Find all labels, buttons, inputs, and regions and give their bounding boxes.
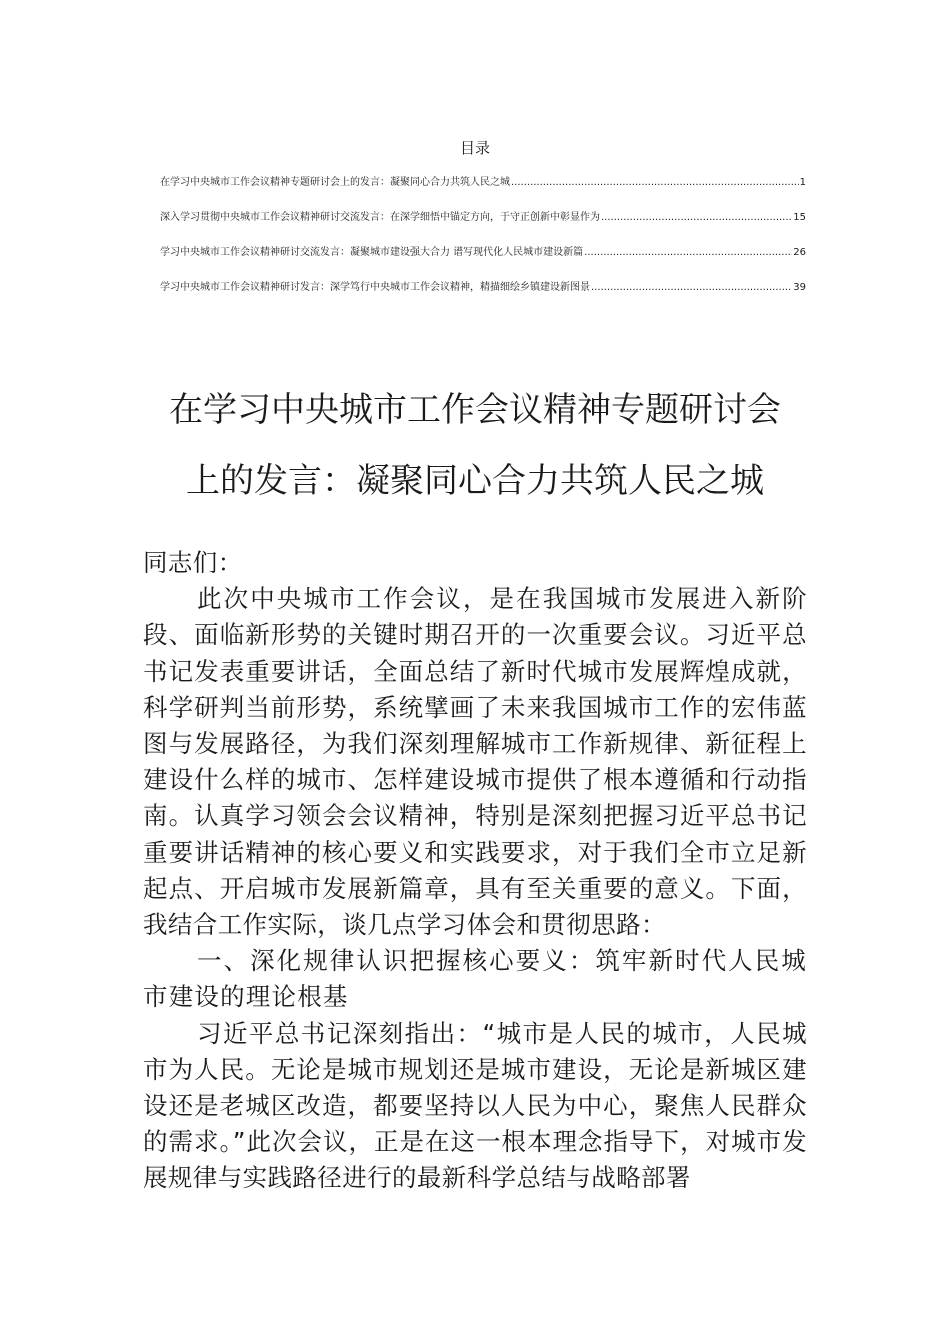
section-heading: 一、深化规律认识把握核心要义：筑牢新时代人民城市建设的理论根基 xyxy=(143,946,807,1012)
toc-entry[interactable] xyxy=(160,174,806,192)
toc-entry-text: 深入学习贯彻中央城市工作会议精神研讨交流发言：在深学细悟中锚定方向，于守正创新中彰显作为 xyxy=(160,212,600,223)
toc-leader-dots xyxy=(511,174,799,192)
document-title-line-1: 在学习中央城市工作会议精神专题研讨会 xyxy=(169,390,781,430)
document-body xyxy=(143,545,807,1197)
toc-entry[interactable] xyxy=(160,279,806,297)
toc-entry-text: 在学习中央城市工作会议精神专题研讨会上的发言：凝聚同心合力共筑人民之城 xyxy=(160,177,510,188)
toc-entry-page: 39 xyxy=(793,282,806,293)
toc-entry-text: 学习中央城市工作会议精神研讨交流发言：凝聚城市建设强大合力 谱写现代化人民城市建设新篇 xyxy=(160,247,584,258)
toc-entry[interactable] xyxy=(160,209,806,227)
toc-title: 目录 xyxy=(459,139,490,157)
body-paragraph: 此次中央城市工作会议，是在我国城市发展进入新阶段、面临新形势的关键时期召开的一次重要会议。习近平总书记发表重要讲话，全面总结了新时代城市发展辉煌成就，科学研判当前形势，系统擘画了未来我国城市工作的宏伟蓝图与发展路径，为我们深刻理解城市工作新规律、新征程上建设什么样的城市、怎样建设城市提供了根本遵循和行动指南。认真学习领会会议精神，特别是深刻把握习近平总书记重要讲话精神的核心要义和实践要求，对于我们全市立足新起点、开启城市发展新篇章，具有至关重要的意义。下面，我结合工作实际，谈几点学习体会和贯彻思路： xyxy=(143,584,807,940)
toc-entry-text: 学习中央城市工作会议精神研讨发言：深学笃行中央城市工作会议精神，精描细绘乡镇建设新图景 xyxy=(160,282,590,293)
toc-leader-dots xyxy=(601,209,792,227)
toc-entry-page: 15 xyxy=(793,212,806,223)
toc-entry-page: 1 xyxy=(799,177,806,188)
toc-leader-dots xyxy=(591,279,792,297)
body-paragraph: 习近平总书记深刻指出：“城市是人民的城市，人民城市为人民。无论是城市规划还是城市建设，无论是新城区建设还是老城区改造，都要坚持以人民为中心，聚焦人民群众的需求。”此次会议，正是在这一根本理念指导下，对城市发展规律与实践路径进行的最新科学总结与战略部署 xyxy=(143,1018,807,1193)
toc-entry[interactable] xyxy=(160,244,806,262)
table-of-contents xyxy=(160,174,806,314)
document-title-line-2: 上的发言：凝聚同心合力共筑人民之城 xyxy=(186,461,764,501)
toc-leader-dots xyxy=(584,244,792,262)
salutation: 同志们： xyxy=(143,548,243,577)
toc-entry-page: 26 xyxy=(793,247,806,258)
